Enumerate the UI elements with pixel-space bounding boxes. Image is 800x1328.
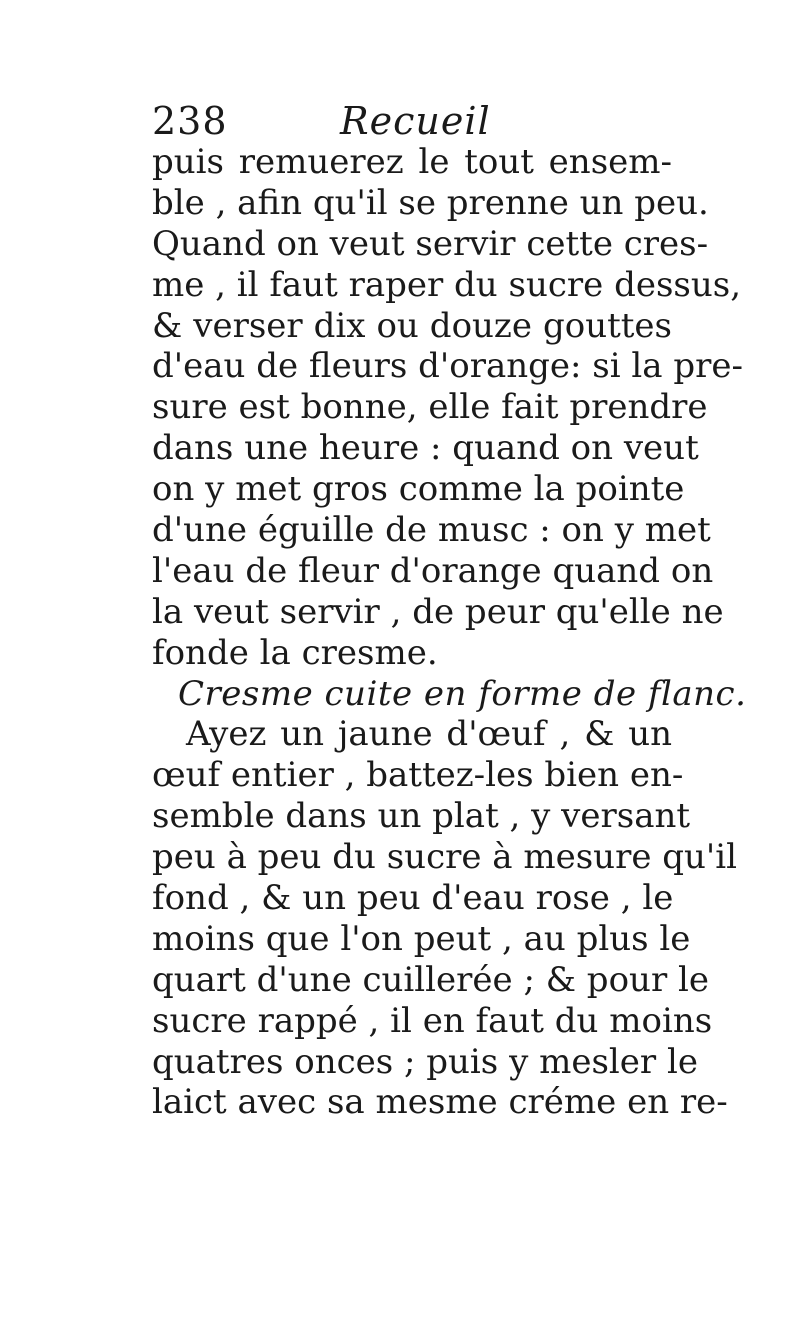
text-line: œuf entier , battez-les bien en- bbox=[152, 755, 684, 796]
text-line: ble , afin qu'il se prenne un peu. bbox=[152, 182, 709, 223]
text-line: quart d'une cuillerée ; & pour le bbox=[152, 959, 709, 1000]
text-line: d'eau de fleurs d'orange: si la pre- bbox=[152, 346, 743, 387]
text-line: on y met gros comme la pointe bbox=[152, 469, 685, 510]
text-line: dans une heure : quand on veut bbox=[152, 428, 699, 469]
text-line: quatres onces ; puis y mesler le bbox=[152, 1041, 698, 1082]
text-line: l'eau de fleur d'orange quand on bbox=[152, 550, 714, 591]
running-head bbox=[152, 98, 672, 144]
text-line: d'une éguille de musc : on y met bbox=[152, 510, 711, 551]
text-line: moins que l'on peut , au plus le bbox=[152, 918, 691, 959]
text-line: Ayez un jaune d'œuf , & un bbox=[186, 714, 672, 755]
text-line: la veut servir , de peur qu'elle ne bbox=[152, 591, 724, 632]
running-title: Recueil bbox=[340, 99, 491, 143]
text-line: laict avec sa mesme créme en re- bbox=[152, 1082, 728, 1123]
text-line: fonde la cresme. bbox=[152, 632, 438, 673]
section-heading: Cresme cuite en forme de flanc. bbox=[178, 673, 747, 714]
body-text bbox=[152, 142, 747, 1123]
text-line: semble dans un plat , y versant bbox=[152, 796, 691, 837]
text-line: me , il faut raper du sucre dessus, bbox=[152, 264, 742, 305]
text-line: fond , & un peu d'eau rose , le bbox=[152, 878, 674, 919]
text-line: sure est bonne, elle fait prendre bbox=[152, 387, 708, 428]
page-number: 238 bbox=[152, 99, 228, 143]
text-line: sucre rappé , il en faut du moins bbox=[152, 1000, 713, 1041]
text-line: puis remuerez le tout ensem- bbox=[152, 142, 672, 182]
text-line: Quand on veut servir cette cres- bbox=[152, 223, 709, 264]
text-line: peu à peu du sucre à mesure qu'il bbox=[152, 837, 738, 878]
text-line: & verser dix ou douze gouttes bbox=[152, 305, 672, 346]
